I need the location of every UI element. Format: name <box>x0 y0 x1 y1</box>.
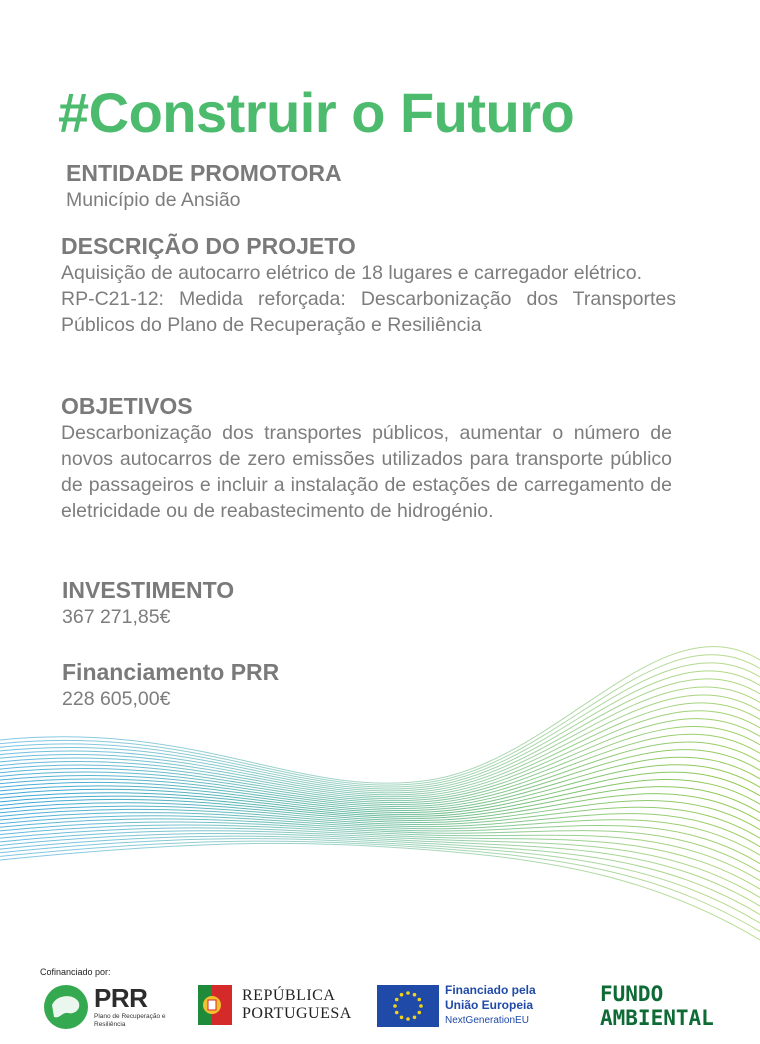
eu-star <box>413 993 417 997</box>
descricao-paragraph-1: Aquisição de autocarro elétrico de 18 lugares e carregador elétrico. <box>61 262 643 284</box>
entidade-section <box>66 160 666 213</box>
entidade-text: Município de Ansião <box>66 189 241 211</box>
eu-star <box>413 1016 417 1020</box>
wave-line <box>0 671 760 789</box>
eu-logo <box>377 983 557 1029</box>
descricao-heading: DESCRIÇÃO DO PROJETO <box>61 233 356 259</box>
eu-star <box>393 1004 397 1008</box>
fundo-line2: AMBIENTAL <box>600 1006 714 1030</box>
descricao-section <box>61 233 676 338</box>
prr-logo <box>42 983 192 1033</box>
eu-star <box>418 998 422 1002</box>
footer <box>0 955 760 1044</box>
eu-line2: União Europeia <box>445 998 534 1012</box>
descricao-paragraph-2: RP-C21-12: Medida reforçada: Descarbonização dos Transportes Públicos do Plano de Recuperação e Resiliência <box>61 288 676 336</box>
prr-circle-icon <box>42 983 90 1031</box>
eu-star <box>395 998 399 1002</box>
eu-line3: NextGenerationEU <box>445 1015 529 1026</box>
prr-name: PRR <box>94 983 148 1013</box>
eu-flag-icon <box>377 985 439 1027</box>
investimento-heading: INVESTIMENTO <box>62 577 235 603</box>
page-title: #Construir o Futuro <box>58 81 575 144</box>
fundo-line1: FUNDO <box>600 982 664 1006</box>
republica-text <box>242 987 352 1023</box>
eu-star <box>419 1004 423 1008</box>
eu-star <box>400 1016 404 1020</box>
wave-line <box>0 843 760 940</box>
republica-line2: PORTUGUESA <box>242 1005 352 1022</box>
eu-star <box>406 1017 410 1021</box>
eu-star <box>406 991 410 995</box>
investimento-section <box>62 577 462 630</box>
fundo-ambiental-logo <box>598 983 758 1033</box>
objetivos-section <box>61 393 672 524</box>
republica-portuguesa-logo <box>198 983 368 1033</box>
portugal-emblem-icon <box>198 983 236 1027</box>
entidade-heading: ENTIDADE PROMOTORA <box>66 160 342 186</box>
objetivos-heading: OBJETIVOS <box>61 393 193 419</box>
eu-line1: Financiado pela <box>445 983 536 997</box>
wave-line <box>0 695 760 795</box>
investimento-value: 367 271,85€ <box>62 606 171 628</box>
eu-star <box>400 993 404 997</box>
decorative-waves <box>0 640 760 960</box>
objetivos-text: Descarbonização dos transportes públicos, aumentar o número de novos autocarros de zero emissões utilizados para transporte público de passageiros e incluir a instalação de estações de carregamento de eletricidade ou de reabastecimento de hidrogénio. <box>61 422 672 522</box>
financiamento-value: 228 605,00€ <box>62 688 171 710</box>
eu-star <box>395 1011 399 1015</box>
eu-star <box>418 1011 422 1015</box>
financiamento-heading: Financiamento PRR <box>62 659 280 685</box>
wave-line <box>0 663 760 787</box>
cofinanciado-label: Cofinanciado por: <box>40 967 111 977</box>
republica-line1: REPÚBLICA <box>242 987 336 1004</box>
prr-subtitle: Plano de Recuperação e Resiliência <box>94 1013 166 1028</box>
